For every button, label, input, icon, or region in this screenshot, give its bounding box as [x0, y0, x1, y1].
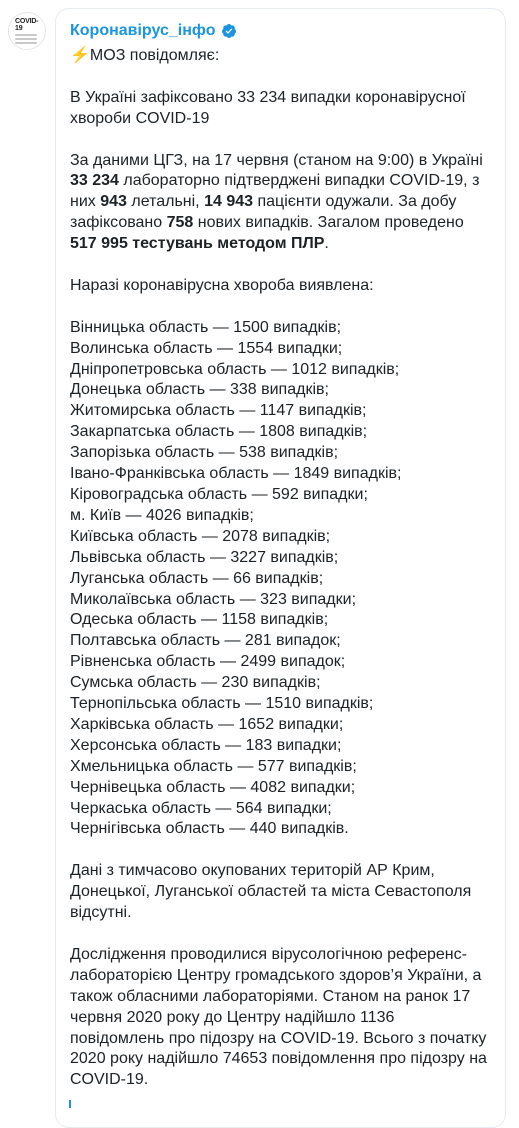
stats-deaths: 943	[100, 193, 127, 211]
avatar-logo-line	[15, 34, 37, 36]
lead-text: МОЗ повідомляє:	[89, 47, 220, 64]
regions-intro: Наразі коронавірусна хвороба виявлена:	[70, 276, 374, 294]
stats-text: нових випадків. Загалом проведено	[193, 214, 464, 232]
region-line: Запорізька область — 538 випадків;	[70, 444, 339, 462]
region-line: Чернігівська область — 440 випадків.	[70, 820, 349, 838]
regions-list	[70, 318, 490, 841]
avatar-logo-text: COVID-19	[15, 18, 39, 32]
region-line: Волинська область — 1554 випадки;	[70, 339, 343, 357]
region-line: м. Київ — 4026 випадків;	[70, 506, 254, 524]
region-line: Рівненська область — 2499 випадок;	[70, 653, 346, 671]
stats-new-cases: 758	[166, 214, 194, 232]
region-line: Дніпропетровська область — 1012 випадків;	[70, 360, 400, 378]
region-line: Львівська область — 3227 випадків;	[70, 548, 339, 566]
region-line: Миколаївська область — 323 випадки;	[70, 590, 357, 608]
lead-line	[70, 46, 490, 67]
author-name[interactable]: Коронавірус_інфо	[70, 22, 216, 39]
region-line: Полтавська область — 281 випадок;	[70, 632, 341, 650]
stats-total-cases: 33 234	[70, 172, 119, 190]
stats-text: пацієнти одужали. За добу зафіксовано	[70, 193, 457, 232]
region-line: Чернівецька область — 4082 випадки;	[70, 778, 356, 796]
stats-paragraph	[70, 151, 490, 256]
region-line: Херсонська область — 183 випадки;	[70, 736, 342, 754]
avatar[interactable]	[8, 12, 46, 50]
region-line: Київська область — 2078 випадків;	[70, 527, 331, 545]
region-line: Житомирська область — 1147 випадків;	[70, 402, 367, 420]
verified-badge-icon	[221, 23, 237, 39]
stats-text: лабораторно підтверджені випадки COVID-19, з них	[70, 172, 480, 211]
region-line: Івано-Франківська область — 1849 випадків;	[70, 465, 402, 483]
region-line: Сумська область — 230 випадків;	[70, 674, 321, 692]
lightning-icon: ⚡️	[70, 47, 90, 64]
region-line: Харківська область — 1652 випадки;	[70, 715, 344, 733]
region-line: Тернопільська область — 1510 випадків;	[70, 695, 374, 713]
thread-connector	[69, 1100, 71, 1108]
region-line: Кіровоградська область — 592 випадки;	[70, 485, 368, 503]
tweet-text	[70, 46, 490, 1091]
avatar-logo-line	[15, 42, 37, 44]
region-line: Одеська область — 1158 випадків;	[70, 611, 329, 629]
tweet-header	[70, 22, 237, 40]
region-line: Донецька область — 338 випадків;	[70, 381, 329, 399]
summary-paragraph: В Україні зафіксовано 33 234 випадки коронавірусної хвороби COVID-19	[70, 88, 466, 127]
stats-recovered: 14 943	[204, 193, 254, 211]
avatar-logo-line	[15, 38, 37, 40]
region-line: Черкаська область — 564 випадки;	[70, 799, 332, 817]
region-line: Луганська область — 66 випадків;	[70, 569, 324, 587]
region-line: Хмельницька область — 577 випадків;	[70, 757, 357, 775]
occupied-note: Дані з тимчасово окупованих територій АР Крим, Донецької, Луганської областей та міста Севастополя відсутні.	[70, 862, 472, 922]
stats-text: За даними ЦГЗ, на 17 червня (станом на 9:00) в Україні	[70, 151, 483, 169]
stats-tests: 517 995 тестувань методом ПЛР	[70, 235, 325, 253]
region-line: Вінницька область — 1500 випадків;	[70, 318, 342, 336]
research-note: Дослідження проводилися вірусологічною референс-лабораторією Центру громадського здоров’я України, а також обласними лабораторіями. Станом на ранок 17 червня 2020 року до Центру надійшло 1136 повідомлень про підозру на COVID-19. Всього з початку 2020 року надійшло 74653 повідомлення про підозру на COVID-19.	[70, 945, 487, 1089]
stats-text: .	[324, 235, 329, 253]
region-line: Закарпатська область — 1808 випадків;	[70, 423, 368, 441]
stats-text: летальні,	[126, 193, 205, 211]
